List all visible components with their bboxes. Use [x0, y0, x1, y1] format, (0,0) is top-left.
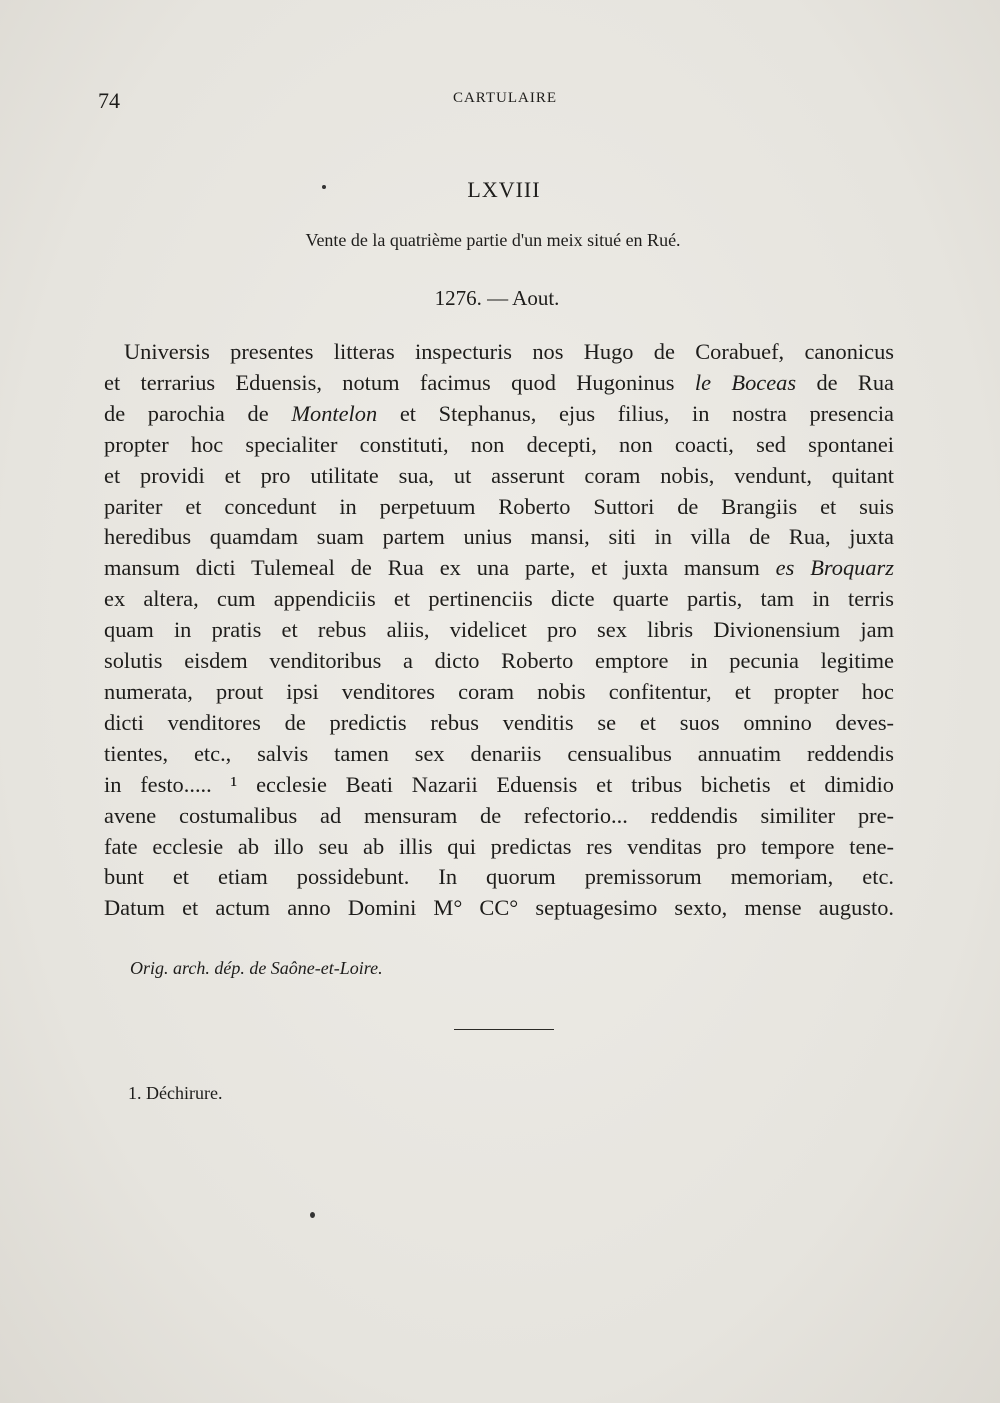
- text-segment: numerata, prout ipsi venditores coram nobis confitentur, et propter hoc: [104, 678, 894, 704]
- text-line: [104, 862, 894, 893]
- text-line: [104, 739, 894, 770]
- text-line: [104, 832, 894, 863]
- ink-speck: [310, 1212, 315, 1218]
- text-line: [104, 893, 894, 924]
- text-segment: ex altera, cum appendiciis et pertinenciis dicte quarte partis, tam in terris: [104, 586, 894, 612]
- text-segment: propter hoc specialiter constituti, non decepti, non coacti, sed spontanei: [104, 431, 894, 457]
- running-head-text: CARTULAIRE: [452, 90, 558, 106]
- text-line: [104, 708, 894, 739]
- text-line: [104, 615, 894, 646]
- text-segment: bunt et etiam possidebunt. In quorum premissorum memoriam, etc.: [104, 864, 894, 890]
- text-segment: mansum dicti Tulemeal de Rua ex una parte, et juxta mansum: [104, 555, 776, 581]
- text-segment: et Stephanus, ejus filius, in nostra presencia: [377, 400, 894, 426]
- text-line: [104, 646, 894, 677]
- document-number-text: LXVIII: [467, 177, 541, 202]
- text-segment: et terrarius Eduensis, notum facimus quod Hugoninus: [104, 369, 695, 395]
- text-segment: tientes, etc., salvis tamen sex denariis censualibus annuatim reddendis: [104, 740, 894, 766]
- text-segment: fate ecclesie ab illo seu ab illis qui predictas res venditas pro tempore tene-: [104, 833, 894, 859]
- text-segment: de parochia de: [104, 400, 292, 426]
- text-segment: de Rua: [796, 369, 894, 395]
- text-line: [104, 337, 894, 368]
- page-number: 74: [98, 88, 120, 113]
- italic-name: le Boceas: [694, 369, 797, 395]
- text-segment: Universis presentes litteras inspecturis nos Hugo de Corabuef, canonicus: [124, 339, 894, 364]
- text-line: [104, 461, 894, 492]
- document-date: [0, 286, 1000, 311]
- document-number: [0, 177, 1000, 203]
- text-segment: avene costumalibus ad mensuram de refectorio... reddendis similiter pre-: [104, 802, 894, 828]
- text-line: [104, 770, 894, 801]
- text-line: [104, 677, 894, 708]
- ink-speck: [322, 185, 326, 189]
- text-line: [104, 492, 894, 523]
- text-line: [104, 368, 894, 399]
- document-date-text: 1276. — Aout.: [434, 286, 560, 310]
- italic-name: es Broquarz: [775, 555, 894, 581]
- text-line: [104, 399, 894, 430]
- document-summary-text: Vente de la quatrième partie d'un meix situé en Rué.: [305, 230, 681, 250]
- text-line: [104, 584, 894, 615]
- text-segment: heredibus quamdam suam partem unius mansi, siti in villa de Rua, juxta: [104, 524, 894, 550]
- text-line: [104, 553, 894, 584]
- document-summary: [0, 230, 1000, 251]
- source-note: Orig. arch. dép. de Saône-et-Loire.: [130, 958, 383, 978]
- running-head: [0, 90, 1000, 107]
- text-segment: Datum et actum anno Domini M° CC° septuagesimo sexto, mense augusto.: [104, 895, 894, 921]
- text-line: [104, 522, 894, 553]
- italic-name: Montelon: [291, 400, 378, 426]
- charter-text: [104, 337, 894, 924]
- text-line: [104, 801, 894, 832]
- text-line: [104, 430, 894, 461]
- text-segment: solutis eisdem venditoribus a dicto Roberto emptore in pecunia legitime: [104, 648, 894, 674]
- text-segment: in festo..... ¹ ecclesie Beati Nazarii Eduensis et tribus bichetis et dimidio: [104, 771, 894, 797]
- text-segment: et providi et pro utilitate sua, ut asserunt coram nobis, vendunt, quitant: [104, 462, 894, 488]
- text-segment: quam in pratis et rebus aliis, videlicet pro sex libris Divionensium jam: [104, 617, 894, 643]
- text-segment: pariter et concedunt in perpetuum Roberto Suttori de Brangiis et suis: [104, 493, 894, 519]
- text-segment: dicti venditores de predictis rebus venditis se et suos omnino deves-: [104, 709, 894, 735]
- footnote-divider: [454, 1029, 554, 1030]
- footnote: 1. Déchirure.: [128, 1083, 223, 1103]
